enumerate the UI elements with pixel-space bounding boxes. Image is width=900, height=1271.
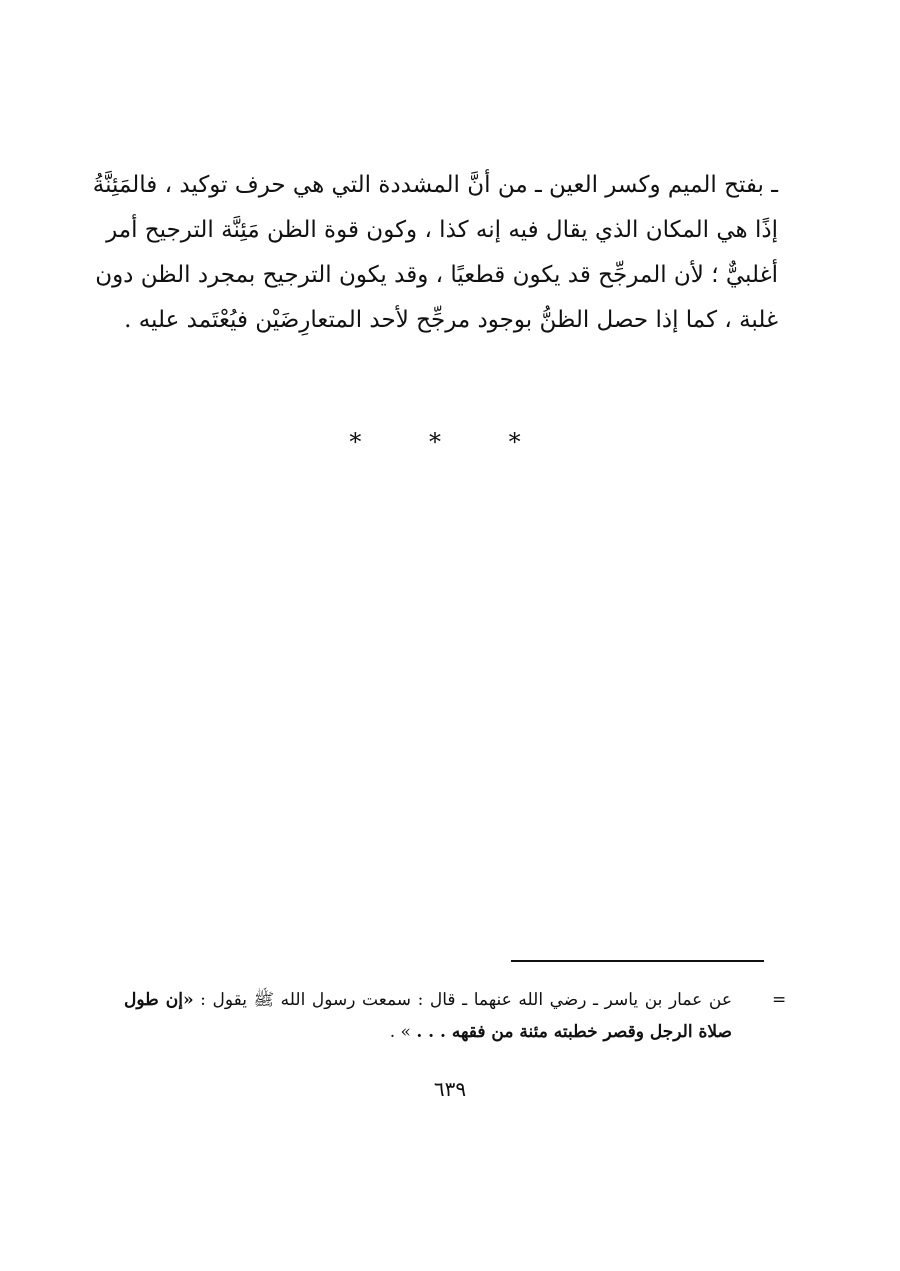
footnote [124,984,732,1048]
footnote-divider [511,960,764,962]
footnote-quote-end: صلاة الرجل وقصر خطبته مئنة من فقهه . . . [416,1022,732,1042]
paragraph-line-1: ـ بفتح الميم وكسر العين ـ من أنَّ المشددة التي هي حرف توكيد ، فالمَئِنَّةُ [92,172,778,198]
footnote-closing: » . [389,1022,417,1042]
page-number: ٦٣٩ [433,1077,467,1101]
paragraph-line-4: غلبة ، كما إذا حصل الظنُّ بوجود مرجِّح لأحد المتعارِضَيْن فيُعْتَمد عليه . [124,307,778,333]
footnote-continuation-marker: = [772,990,787,1010]
footnote-line-1 [124,984,732,1016]
footnote-quote-start: «إن طول [124,990,194,1010]
section-separator: * * * [349,428,551,456]
main-paragraph [92,163,778,343]
footnote-line-1-text: عن عمار بن ياسر ـ رضي الله عنهما ـ قال : سمعت رسول الله ﷺ يقول : [193,990,732,1010]
paragraph-line-3: أغلبيٌّ ؛ لأن المرجِّح قد يكون قطعيًا ، وقد يكون الترجيح بمجرد الظن دون [95,262,778,288]
footnote-line-2 [124,1016,732,1048]
paragraph-line-2: إذًا هي المكان الذي يقال فيه إنه كذا ، وكون قوة الظن مَئِنَّة الترجيح أمر [106,217,778,243]
